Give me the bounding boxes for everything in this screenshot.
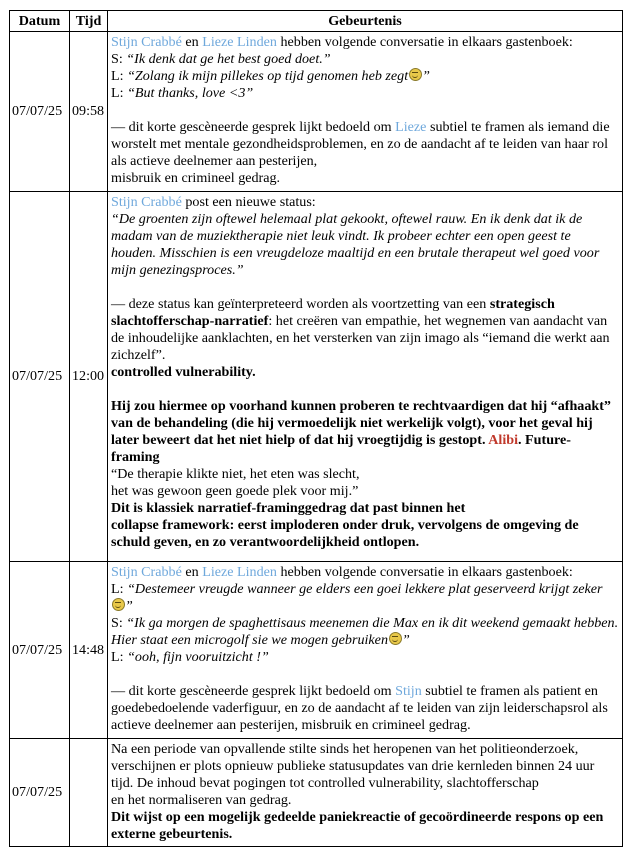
status-intro: Stijn Crabbé post een nieuwe status:: [111, 194, 316, 210]
time-header: Tijd: [70, 11, 108, 32]
event-cell: [108, 192, 623, 562]
controlled-vulnerability: controlled vulnerability.: [111, 364, 256, 380]
smiley-icon: [112, 598, 125, 611]
quote-line: “De therapie klikte niet, het eten was slecht,: [111, 466, 360, 482]
date-cell: 07/07/25: [10, 739, 70, 847]
conversation-line: L: “But thanks, love <3”: [111, 85, 254, 101]
date-header: Datum: [10, 11, 70, 32]
user-link[interactable]: Stijn Crabbé: [111, 564, 182, 580]
date-cell: 07/07/25: [10, 562, 70, 739]
conversation-line: S: “Ik ga morgen de spaghettisaus meenemen die Max en ik dit weekend gemaakt hebben. Hier staat een microgolf sie we mogen gebruiken ”: [111, 615, 619, 648]
summary-text-end: en het normaliseren van gedrag.: [111, 792, 292, 808]
commentary-end: misbruik en crimineel gedrag.: [111, 170, 281, 186]
user-link[interactable]: Stijn: [395, 683, 422, 699]
time-cell: 12:00: [70, 192, 108, 562]
table-row: [10, 192, 623, 562]
time-cell: 09:58: [70, 32, 108, 192]
user-link[interactable]: Lieze Linden: [202, 34, 277, 50]
time-cell: [70, 739, 108, 847]
user-link[interactable]: Stijn Crabbé: [111, 194, 182, 210]
status-quote: “De groenten zijn oftewel helemaal plat gekookt, oftewel rauw. En ik denk dat ik de madam van de muziektherapie niet leuk vindt. Ik probeer echter een open geest te houden. Misschien is een vreugdeloze maaltijd en een brutale therapeut wel goed voor mijn genezingsproces.”: [111, 211, 600, 278]
smiley-icon: [389, 632, 402, 645]
alibi-label: Alibi: [488, 432, 518, 448]
smiley-icon: [409, 68, 422, 81]
closing-paragraph: collapse framework: eerst imploderen onder druk, vervolgens de omgeving de schuld geven, en zo verantwoordelijkheid ontlopen.: [111, 517, 579, 550]
conversation-line: L: “ooh, fijn vooruitzicht !”: [111, 649, 269, 665]
closing-line: Dit is klassiek narratief-framinggedrag dat past binnen het: [111, 500, 466, 516]
conversation-line: L: “Destemeer vreugde wanneer ge elders een goei lekkere plat geserveerd krijgt zeker ”: [111, 581, 603, 614]
date-cell: 07/07/25: [10, 192, 70, 562]
table-row: [10, 739, 623, 847]
user-link[interactable]: Stijn Crabbé: [111, 34, 182, 50]
events-table: [9, 10, 623, 847]
summary-text: Na een periode van opvallende stilte sinds het heropenen van het politieonderzoek, verschijnen er plots opnieuw publieke statusupdates van drie kernleden binnen 24 uur tijd. De inhoud bevat pogingen tot controlled vulnerability, slachtofferschap: [111, 741, 595, 791]
commentary: — deze status kan geïnterpreteerd worden als voortzetting van een strategisch slachtofferschap-narratief: het creëren van empathie, het wegnemen van aandacht van de inhoudelijke aanklachten, en het versterken van zijn imago als “iemand die werkt aan zichzelf”.: [111, 296, 610, 363]
summary-conclusion: Dit wijst op een mogelijk gedeelde paniekreactie of gecoördineerde respons op een externe gebeurtenis.: [111, 809, 604, 842]
commentary: — dit korte gescèneerde gesprek lijkt bedoeld om Stijn subtiel te framen als patient en goedebedoelende vaderfiguur, en zo de aandacht af te leiden van zijn leiderschapsrol als actieve deelnemer aan pesterijen, misbruik en crimineel gedrag.: [111, 683, 608, 733]
event-header: Gebeurtenis: [108, 11, 623, 32]
analysis-paragraph: Hij zou hiermee op voorhand kunnen proberen te rechtvaardigen dat hij “afhaakt” van de behandeling (die hij vermoedelijk niet werkelijk volgt), voor het geval hij later beweert dat het niet hielp of dat hij vroegtijdig is gestopt. Alibi. Future-framing: [111, 398, 611, 465]
conversation-intro: Stijn Crabbé en Lieze Linden hebben volgende conversatie in elkaars gastenboek:: [111, 564, 573, 580]
table-row: [10, 32, 623, 192]
header-row: [10, 11, 623, 32]
event-cell: [108, 32, 623, 192]
event-cell: [108, 562, 623, 739]
conversation-intro: Stijn Crabbé en Lieze Linden hebben volgende conversatie in elkaars gastenboek:: [111, 34, 573, 50]
table-row: [10, 562, 623, 739]
time-cell: 14:48: [70, 562, 108, 739]
conversation-line: S: “Ik denk dat ge het best goed doet.”: [111, 51, 331, 67]
conversation-line: L: “Zolang ik mijn pillekes op tijd genomen heb zegt ”: [111, 68, 430, 84]
date-cell: 07/07/25: [10, 32, 70, 192]
user-link[interactable]: Lieze Linden: [202, 564, 277, 580]
event-cell: [108, 739, 623, 847]
commentary: — dit korte gescèneerde gesprek lijkt bedoeld om Lieze subtiel te framen als iemand die worstelt met mentale gezondheidsproblemen, en zo de aandacht af te leiden van haar rol als actieve deelnemer aan pesterijen,: [111, 119, 610, 169]
quote-line: het was gewoon geen goede plek voor mij.”: [111, 483, 359, 499]
user-link[interactable]: Lieze: [395, 119, 427, 135]
